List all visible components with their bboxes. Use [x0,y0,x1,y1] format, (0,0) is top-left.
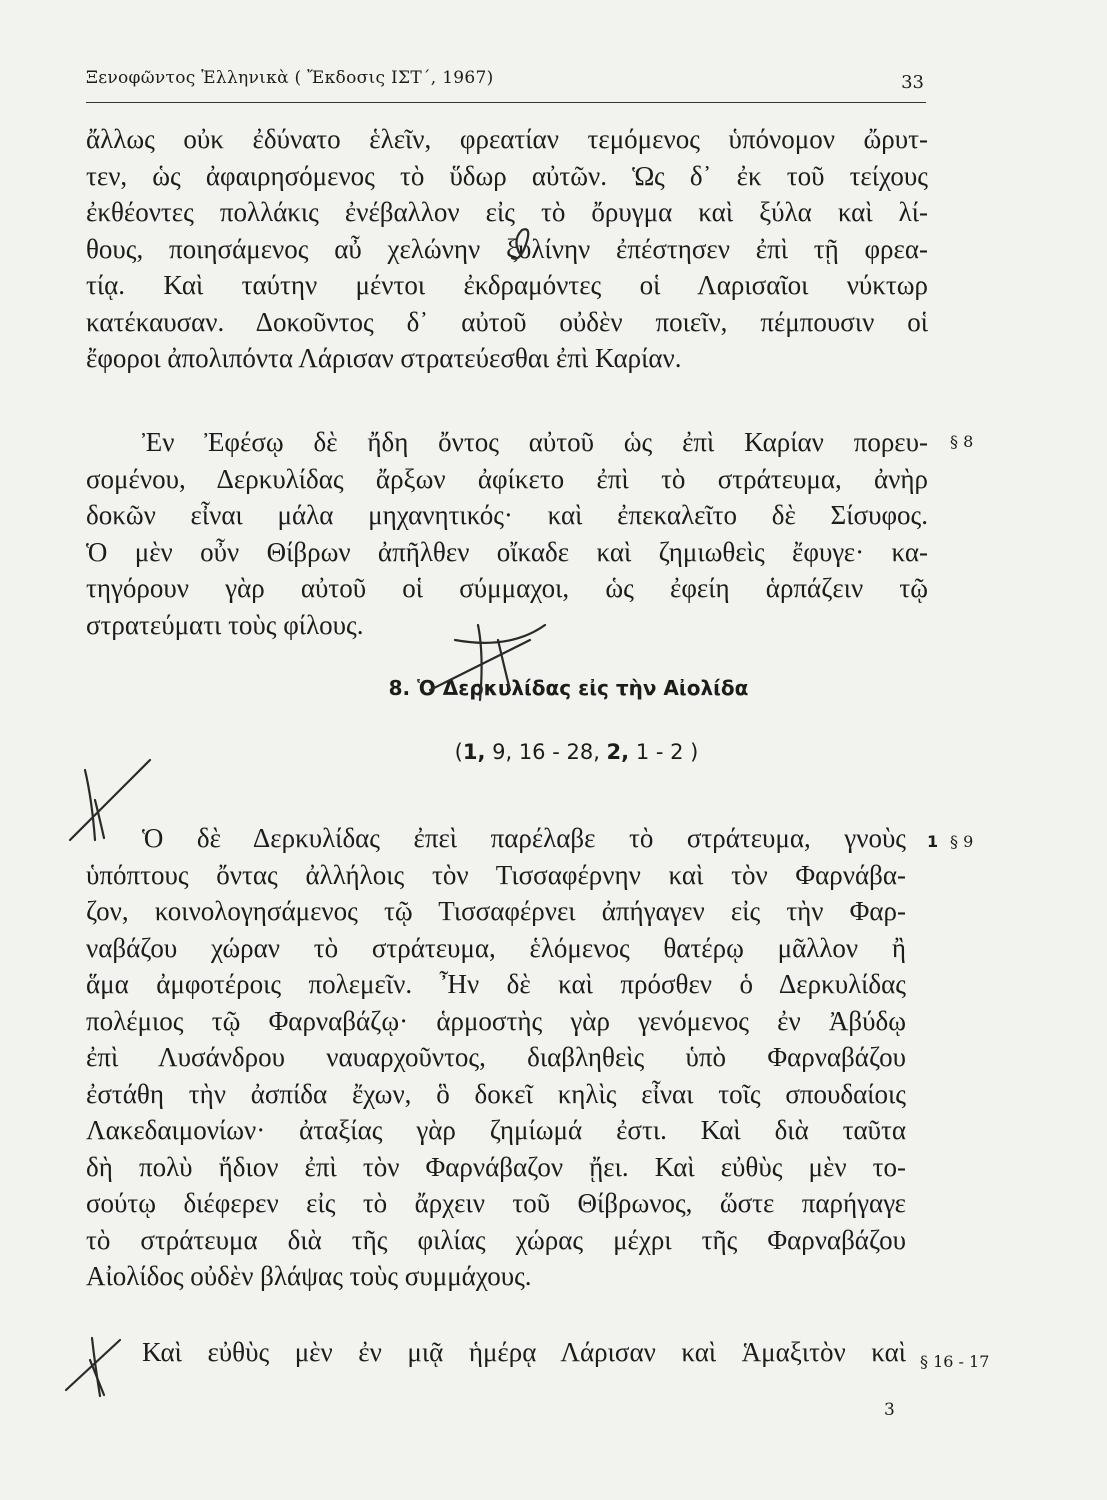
paragraph-2 [86,424,928,643]
text-line: ἔφοροι ἀπολιπόντα Λάρισαν στρατεύεσθαι ἐπὶ Καρίαν. [86,343,682,373]
text-line: Ἐν Ἐφέσῳ δὲ ἤδη ὄντος αὐτοῦ ὡς ἐπὶ Καρίαν πορευ- [142,427,928,457]
text-line: δὴ πολὺ ἥδιον ἐπὶ τὸν Φαρνάβαζον ᾔει. Καὶ εὐθὺς μὲν το- [86,1151,906,1182]
text-line: Λακεδαιμονίων· ἀταξίας γὰρ ζημίωμά ἐστι. Καὶ διὰ ταῦτα [86,1115,906,1145]
ref-book-1: 1, [462,740,486,764]
margin-section-8: § 8 [950,432,974,451]
ref-end: 1 - 2 ) [629,740,699,764]
paragraph-4 [86,1334,906,1371]
ref-range: 9, 16 - 28, [485,740,607,764]
text-line: στρατεύματι τοὺς φίλους. [86,609,364,640]
text-line: Καὶ εὐθὺς μὲν ἐν μιᾷ ἡμέρᾳ Λάρισαν καὶ Ἁμαξιτὸν καὶ [142,1337,906,1367]
header-title: Ξενοφῶντος Ἑλληνικὰ ( Ἔκδοσις ΙΣΤ΄, 1967) [86,68,494,88]
text-line: ἐπὶ Λυσάνδρου ναυαρχοῦντος, διαβληθεὶς ὑπὸ Φαρναβάζου [86,1042,906,1072]
ref-open: ( [454,740,463,764]
text-line: πολέμιος τῷ Φαρναβάζῳ· ἁρμοστὴς γὰρ γενόμενος ἐν Ἀβύδῳ [86,1005,906,1036]
paragraph-1 [86,121,928,377]
margin-section-9: § 9 [950,832,974,851]
text-line: Ὁ μὲν οὖν Θίβρων ἀπῆλθεν οἴκαδε καὶ ζημιωθεὶς ἔφυγε· κα- [86,536,928,567]
running-header [86,62,926,103]
text-line: Αἰολίδος οὐδὲν βλάψας τοὺς συμμάχους. [86,1261,532,1291]
text-line: θους, ποιησάμενος αὖ χελώνην ξυλίνην ἐπέστησεν ἐπὶ τῇ φρεα- [86,233,928,264]
page-number: 33 [901,72,924,93]
text-line: ζον, κοινολογησάμενος τῷ Τισσαφέρνει ἀπήγαγεν εἰς τὴν Φαρ- [86,896,906,926]
text-line: σομένου, Δερκυλίδας ἄρξων ἀφίκετο ἐπὶ τὸ στράτευμα, ἀνὴρ [86,463,928,494]
text-line: τεν, ὡς ἀφαιρησόμενος τὸ ὕδωρ αὐτῶν. Ὡς δ᾽ ἐκ τοῦ τείχους [86,160,928,191]
ref-book-2: 2, [606,740,630,764]
section-reference [0,740,1107,764]
text-line: ἄλλως οὐκ ἐδύνατο ἑλεῖν, φρεατίαν τεμόμενος ὑπόνομον ὤρυτ- [86,124,928,154]
paragraph-3 [86,820,906,1295]
margin-section-16-17: § 16 - 17 [920,1352,990,1371]
signature-mark: 3 [884,1400,895,1420]
text-line: ἐκθέοντες πολλάκις ἐνέβαλλον εἰς τὸ ὄρυγμα καὶ ξύλα καὶ λί- [86,197,928,227]
text-line: ναβάζου χώραν τὸ στράτευμα, ἑλόμενος θατέρῳ μᾶλλον ἢ [86,932,906,963]
text-line: τίᾳ. Καὶ ταύτην μέντοι ἐκδραμόντες οἱ Λαρισαῖοι νύκτωρ [86,270,928,300]
text-line: ὑπόπτους ὄντας ἀλλήλοις τὸν Τισσαφέρνην καὶ τὸν Φαρνάβα- [86,859,906,890]
text-line: ἐστάθη τὴν ἀσπίδα ἔχων, ὃ δοκεῖ κηλὶς εἶναι τοῖς σπουδαίοις [86,1078,906,1109]
margin-book-number: 1 [927,832,939,851]
text-line: σούτῳ διέφερεν εἰς τὸ ἄρχειν τοῦ Θίβρωνος, ὥστε παρήγαγε [86,1188,906,1218]
text-line: Ὁ δὲ Δερκυλίδας ἐπεὶ παρέλαβε τὸ στράτευμα, γνοὺς [142,823,906,853]
text-line: τηγόρουν γὰρ αὐτοῦ οἱ σύμμαχοι, ὡς ἐφείη ἁρπάζειν τῷ [86,573,928,603]
text-line: ἅμα ἀμφοτέροις πολεμεῖν. Ἦν δὲ καὶ πρόσθεν ὁ Δερκυλίδας [86,969,906,999]
text-line: δοκῶν εἶναι μάλα μηχανητικός· καὶ ἐπεκαλεῖτο δὲ Σίσυφος. [86,500,928,530]
section-title: 8. Ὁ Δερκυλίδας εἰς τὴν Αἰολίδα [388,676,749,700]
text-line: τὸ στράτευμα διὰ τῆς φιλίας χώρας μέχρι τῆς Φαρναβάζου [86,1224,906,1255]
text-line: κατέκαυσαν. Δοκοῦντος δ᾽ αὐτοῦ οὐδὲν ποιεῖν, πέμπουσιν οἱ [86,306,928,337]
